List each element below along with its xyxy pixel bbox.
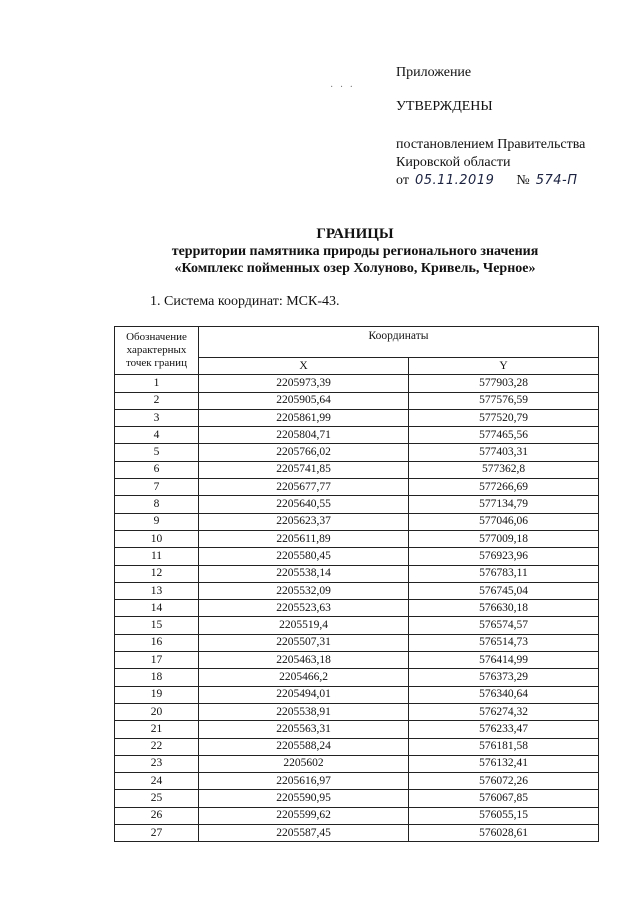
x-coordinate-cell: 2205580,45 — [199, 548, 409, 565]
table-row — [115, 479, 599, 496]
y-coordinate-cell: 577576,59 — [409, 392, 599, 409]
approval-header — [396, 64, 636, 190]
table-row — [115, 652, 599, 669]
table-row — [115, 582, 599, 599]
x-coordinate-cell: 2205741,85 — [199, 461, 409, 478]
x-coordinate-cell: 2205640,55 — [199, 496, 409, 513]
table-row — [115, 427, 599, 444]
table-row — [115, 444, 599, 461]
y-coordinate-cell: 576028,61 — [409, 825, 599, 842]
y-coordinate-cell: 577009,18 — [409, 530, 599, 547]
point-number-cell: 14 — [115, 600, 199, 617]
point-number-cell: 19 — [115, 686, 199, 703]
table-row — [115, 600, 599, 617]
y-coordinate-cell: 576923,96 — [409, 548, 599, 565]
y-coordinate-cell: 576340,64 — [409, 686, 599, 703]
point-number-cell: 6 — [115, 461, 199, 478]
y-coordinate-cell: 576181,58 — [409, 738, 599, 755]
y-coordinate-cell: 576514,73 — [409, 634, 599, 651]
y-coordinate-cell: 576072,26 — [409, 773, 599, 790]
title-subtitle-2: «Комплекс пойменных озер Холуново, Кривель, Черное» — [174, 261, 536, 276]
table-row — [115, 548, 599, 565]
table-row — [115, 496, 599, 513]
x-coordinate-cell: 2205611,89 — [199, 530, 409, 547]
table-row — [115, 686, 599, 703]
table-row — [115, 617, 599, 634]
point-number-cell: 17 — [115, 652, 199, 669]
x-coordinate-cell: 2205466,2 — [199, 669, 409, 686]
table-row — [115, 790, 599, 807]
date-prefix: от — [396, 173, 409, 188]
point-number-cell: 4 — [115, 427, 199, 444]
point-number-cell: 1 — [115, 375, 199, 392]
table-row — [115, 669, 599, 686]
resolution-label: постановлением Правительства — [396, 137, 586, 152]
point-number-cell: 9 — [115, 513, 199, 530]
y-coordinate-cell: 577046,06 — [409, 513, 599, 530]
x-column-header: X — [199, 358, 409, 375]
table-row — [115, 530, 599, 547]
point-column-header: Обозначение характерных точек границ — [115, 327, 199, 375]
x-coordinate-cell: 2205563,31 — [199, 721, 409, 738]
point-number-cell: 5 — [115, 444, 199, 461]
x-coordinate-cell: 2205538,91 — [199, 703, 409, 720]
x-coordinate-cell: 2205523,63 — [199, 600, 409, 617]
coordinates-table — [114, 326, 599, 842]
number-prefix: № — [516, 173, 530, 188]
point-number-cell: 26 — [115, 807, 199, 824]
y-column-header: Y — [409, 358, 599, 375]
x-coordinate-cell: 2205519,4 — [199, 617, 409, 634]
table-row — [115, 825, 599, 842]
point-number-cell: 11 — [115, 548, 199, 565]
x-coordinate-cell: 2205677,77 — [199, 479, 409, 496]
table-row — [115, 565, 599, 582]
approved-label: УТВЕРЖДЕНЫ — [396, 99, 493, 114]
y-coordinate-cell: 577520,79 — [409, 409, 599, 426]
x-coordinate-cell: 2205602 — [199, 755, 409, 772]
scan-artifact: · · · — [330, 82, 355, 93]
table-row — [115, 392, 599, 409]
title-main: ГРАНИЦЫ — [316, 226, 394, 242]
x-coordinate-cell: 2205861,99 — [199, 409, 409, 426]
y-coordinate-cell: 577403,31 — [409, 444, 599, 461]
x-coordinate-cell: 2205538,14 — [199, 565, 409, 582]
x-coordinate-cell: 2205905,64 — [199, 392, 409, 409]
appendix-label: Приложение — [396, 65, 472, 80]
x-coordinate-cell: 2205507,31 — [199, 634, 409, 651]
y-coordinate-cell: 577362,8 — [409, 461, 599, 478]
coordinate-system-label: 1. Система координат: МСК-43. — [150, 294, 340, 309]
point-number-cell: 21 — [115, 721, 199, 738]
point-number-cell: 12 — [115, 565, 199, 582]
x-coordinate-cell: 2205973,39 — [199, 375, 409, 392]
y-coordinate-cell: 576414,99 — [409, 652, 599, 669]
y-coordinate-cell: 576745,04 — [409, 582, 599, 599]
point-number-cell: 13 — [115, 582, 199, 599]
coordinates-column-header: Координаты — [199, 327, 599, 358]
y-coordinate-cell: 577134,79 — [409, 496, 599, 513]
table-row — [115, 461, 599, 478]
point-number-cell: 15 — [115, 617, 199, 634]
y-coordinate-cell: 577465,56 — [409, 427, 599, 444]
table-row — [115, 634, 599, 651]
x-coordinate-cell: 2205587,45 — [199, 825, 409, 842]
y-coordinate-cell: 576373,29 — [409, 669, 599, 686]
table-row — [115, 807, 599, 824]
y-coordinate-cell: 576132,41 — [409, 755, 599, 772]
y-coordinate-cell: 576233,47 — [409, 721, 599, 738]
y-coordinate-cell: 576574,57 — [409, 617, 599, 634]
x-coordinate-cell: 2205532,09 — [199, 582, 409, 599]
table-row — [115, 773, 599, 790]
x-coordinate-cell: 2205588,24 — [199, 738, 409, 755]
y-coordinate-cell: 576783,11 — [409, 565, 599, 582]
x-coordinate-cell: 2205494,01 — [199, 686, 409, 703]
x-coordinate-cell: 2205616,97 — [199, 773, 409, 790]
handwritten-date: 05.11.2019 — [414, 173, 495, 188]
y-coordinate-cell: 577266,69 — [409, 479, 599, 496]
point-number-cell: 16 — [115, 634, 199, 651]
point-number-cell: 20 — [115, 703, 199, 720]
handwritten-number: 574-П — [535, 173, 578, 188]
point-number-cell: 27 — [115, 825, 199, 842]
x-coordinate-cell: 2205590,95 — [199, 790, 409, 807]
x-coordinate-cell: 2205599,62 — [199, 807, 409, 824]
table-row — [115, 755, 599, 772]
date-number-line — [396, 172, 636, 190]
x-coordinate-cell: 2205804,71 — [199, 427, 409, 444]
y-coordinate-cell: 576067,85 — [409, 790, 599, 807]
point-number-cell: 3 — [115, 409, 199, 426]
point-number-cell: 2 — [115, 392, 199, 409]
table-row — [115, 721, 599, 738]
x-coordinate-cell: 2205463,18 — [199, 652, 409, 669]
document-title — [0, 226, 640, 277]
table-header-row — [115, 327, 599, 358]
table-row — [115, 703, 599, 720]
table-row — [115, 738, 599, 755]
coordinates-table-body — [115, 375, 599, 842]
point-number-cell: 24 — [115, 773, 199, 790]
point-number-cell: 8 — [115, 496, 199, 513]
point-number-cell: 10 — [115, 530, 199, 547]
region-label: Кировской области — [396, 155, 511, 170]
point-number-cell: 18 — [115, 669, 199, 686]
x-coordinate-cell: 2205766,02 — [199, 444, 409, 461]
title-subtitle-1: территории памятника природы регионального значения — [171, 244, 539, 259]
y-coordinate-cell: 576274,32 — [409, 703, 599, 720]
y-coordinate-cell: 576055,15 — [409, 807, 599, 824]
point-number-cell: 22 — [115, 738, 199, 755]
table-row — [115, 513, 599, 530]
point-number-cell: 7 — [115, 479, 199, 496]
point-number-cell: 25 — [115, 790, 199, 807]
y-coordinate-cell: 577903,28 — [409, 375, 599, 392]
y-coordinate-cell: 576630,18 — [409, 600, 599, 617]
point-number-cell: 23 — [115, 755, 199, 772]
table-row — [115, 375, 599, 392]
x-coordinate-cell: 2205623,37 — [199, 513, 409, 530]
table-row — [115, 409, 599, 426]
